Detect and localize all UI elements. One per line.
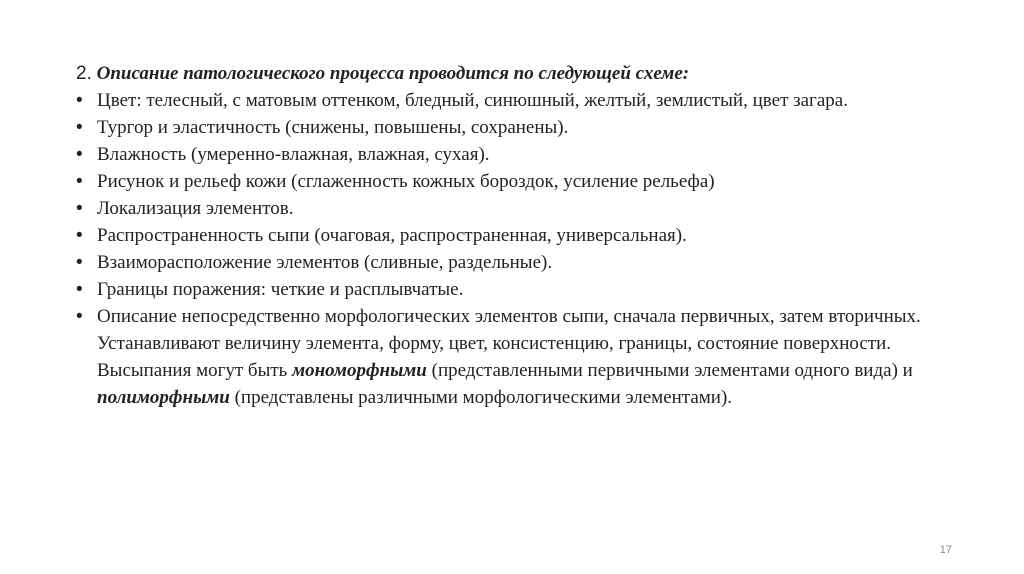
- bullet-icon: •: [76, 252, 83, 273]
- list-item-text: Тургор и эластичность (снижены, повышены, сохранены).: [97, 117, 569, 138]
- slide-heading: [76, 60, 956, 87]
- morphology-text-part3: (представлены различными морфологическими элементами).: [229, 387, 733, 408]
- page-number: 17: [939, 544, 952, 556]
- list-item-text: Распространенность сыпи (очаговая, распространенная, универсальная).: [97, 225, 687, 246]
- bullet-icon: •: [76, 198, 83, 219]
- slide-content: [76, 60, 956, 411]
- list-item-morphology: [76, 303, 956, 411]
- list-item-text: Границы поражения: четкие и расплывчатые.: [97, 279, 464, 300]
- bullet-icon: •: [76, 171, 83, 192]
- list-item: [76, 276, 956, 303]
- list-item: [76, 222, 956, 249]
- morphology-text-part2: (представленными первичными элементами одного вида) и: [426, 360, 913, 381]
- bullet-icon: •: [76, 144, 83, 165]
- list-item-text: Влажность (умеренно-влажная, влажная, сухая).: [97, 144, 490, 165]
- heading-text: Описание патологического процесса проводится по следующей схеме:: [96, 63, 690, 84]
- list-item: [76, 195, 956, 222]
- bullet-icon: •: [76, 279, 83, 300]
- bullet-list: [76, 87, 956, 411]
- bullet-icon: •: [76, 90, 83, 111]
- list-item-text: Локализация элементов.: [97, 198, 294, 219]
- list-item: [76, 114, 956, 141]
- list-item: [76, 87, 956, 114]
- heading-number: 2.: [76, 63, 92, 84]
- bullet-icon: •: [76, 117, 83, 138]
- bullet-icon: •: [76, 306, 83, 327]
- list-item-text: Цвет: телесный, с матовым оттенком, бледный, синюшный, желтый, землистый, цвет загара.: [97, 90, 848, 111]
- term-monomorphic: мономорфными: [292, 360, 427, 381]
- list-item-text: Взаиморасположение элементов (сливные, раздельные).: [97, 252, 553, 273]
- term-polymorphic: полиморфными: [97, 387, 230, 408]
- list-item-text: Рисунок и рельеф кожи (сглаженность кожных бороздок, усиление рельефа): [97, 171, 715, 192]
- list-item: [76, 141, 956, 168]
- list-item: [76, 168, 956, 195]
- list-item: [76, 249, 956, 276]
- bullet-icon: •: [76, 225, 83, 246]
- morphology-text-part1: Описание непосредственно морфологических элементов сыпи, сначала первичных, затем вторичных. Устанавливают величину элемента, форму, цвет, консистенцию, границы, состояние поверхности. Высыпания могут быть: [97, 306, 921, 381]
